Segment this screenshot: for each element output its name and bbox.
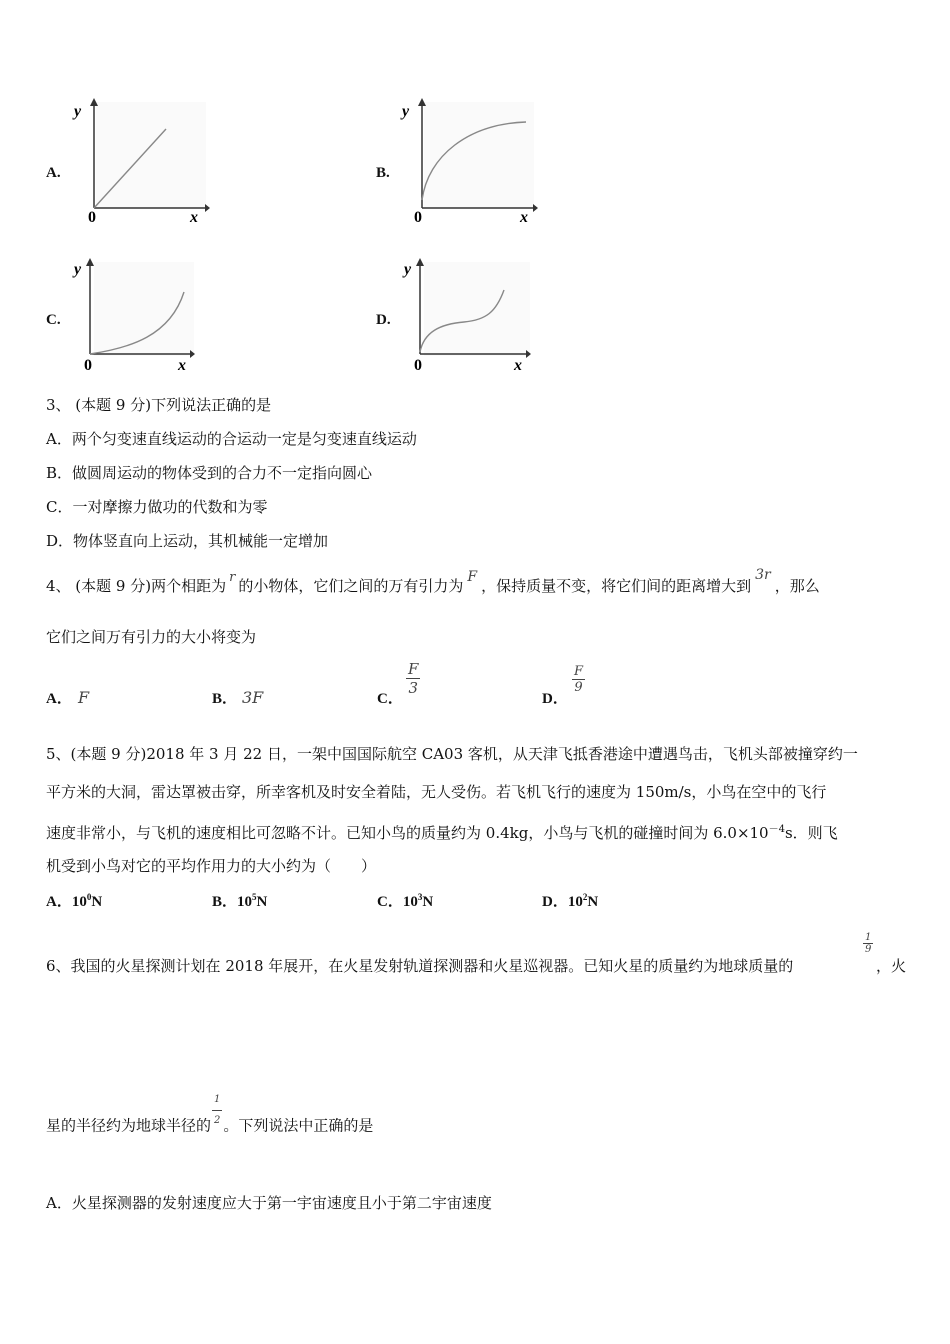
q5-line3 bbox=[46, 820, 838, 843]
graph-b-ylabel: y bbox=[402, 103, 410, 120]
q5-line3-exp: －4 bbox=[768, 824, 785, 835]
q6-line2-a: 星的半径约为地球半径的 bbox=[46, 1116, 212, 1135]
q5-option-a: A．$10^0N$ bbox=[46, 892, 103, 910]
graph-d-ylabel: y bbox=[404, 261, 412, 278]
q6-fraction-2-den: 2 bbox=[214, 1115, 221, 1126]
q4-option-a-label: A． bbox=[46, 691, 72, 707]
q4-sym-f: F bbox=[467, 569, 478, 585]
q5-line3-end: s．则飞 bbox=[784, 824, 838, 842]
graph-a-x-arrow bbox=[205, 204, 210, 212]
q4-sym-3r: 3r bbox=[755, 567, 771, 583]
q4-part3: ，保持质量不变，将它们间的距离增大到 bbox=[481, 577, 752, 595]
graph-d-y-arrow bbox=[416, 258, 424, 266]
graph-a-origin: 0 bbox=[88, 209, 96, 226]
q4-option-d-num: F bbox=[574, 664, 584, 679]
q4-option-c-fraction bbox=[406, 660, 420, 697]
q4-option-b-label: B． bbox=[212, 691, 238, 707]
q6-line1: 6、我国的火星探测计划在 2018 年展开，在火星发射轨道探测器和火星巡视器。已知火星的质量约为地球质量的 bbox=[46, 957, 794, 975]
q4-option-c-num: F bbox=[408, 660, 419, 678]
q6-fraction-2-num: 1 bbox=[212, 1090, 222, 1111]
graph-c-ylabel: y bbox=[74, 261, 82, 278]
q4-option-d-fraction bbox=[572, 664, 585, 695]
graph-b bbox=[398, 96, 538, 228]
q5-line4: 机受到小鸟对它的平均作用力的大小约为（ ） bbox=[46, 857, 377, 875]
graph-c bbox=[70, 256, 200, 376]
q6-line1-end: ，火 bbox=[876, 957, 907, 975]
q5-line2: 平方米的大洞，雷达罩被击穿，所幸客机及时安全着陆，无人受伤。若飞机飞行的速度为 150m/s，小鸟在空中的飞行 bbox=[46, 783, 827, 801]
q4-option-d-label: D． bbox=[542, 691, 568, 707]
q4-sym-r: r bbox=[229, 570, 236, 585]
q5-option-c: C．$10^3N$ bbox=[377, 892, 434, 910]
q4-stem bbox=[46, 567, 820, 598]
q6-fraction-1-num: 1 bbox=[865, 932, 872, 943]
graph-d-bg bbox=[424, 262, 530, 356]
graph-b-label: B. bbox=[376, 165, 390, 181]
graph-a-ylabel: y bbox=[74, 103, 82, 120]
q4-option-d-den: 9 bbox=[574, 680, 583, 695]
q5-option-d: D．$10^2N$ bbox=[542, 892, 599, 910]
q3-option-d: D．物体竖直向上运动，其机械能一定增加 bbox=[46, 532, 329, 550]
q5-line3-text: 速度非常小，与飞机的速度相比可忽略不计。已知小鸟的质量约为 0.4kg，小鸟与飞机的碰撞时间为 6.0×10 bbox=[46, 824, 769, 842]
q4-part2: 的小物体，它们之间的万有引力为 bbox=[238, 577, 464, 595]
q4-part4: ，那么 bbox=[774, 577, 820, 595]
q6-line2 bbox=[46, 1094, 374, 1147]
graph-d-xlabel: x bbox=[514, 357, 522, 374]
q5-option-b: B．$10^5N$ bbox=[212, 892, 268, 910]
graph-c-y-arrow bbox=[86, 258, 94, 266]
graph-b-x-arrow bbox=[533, 204, 538, 212]
q5-line1: 5、(本题 9 分)2018 年 3 月 22 日，一架中国国际航空 CA03 客机，从天津飞抵香港途中遭遇鸟击，飞机头部被撞穿约一 bbox=[46, 745, 858, 763]
q6-option-a: A．火星探测器的发射速度应大于第一宇宙速度且小于第二宇宙速度 bbox=[46, 1194, 492, 1212]
graph-a bbox=[70, 96, 210, 228]
graph-b-bg bbox=[424, 102, 534, 208]
q6-line2-b: 。下列说法中正确的是 bbox=[223, 1116, 374, 1135]
q4-option-b-value: 3F bbox=[242, 688, 264, 707]
graph-d bbox=[400, 256, 536, 376]
graph-a-bg bbox=[96, 102, 206, 208]
graph-b-xlabel: x bbox=[520, 209, 528, 226]
q3-option-c: C．一对摩擦力做功的代数和为零 bbox=[46, 498, 268, 516]
graph-a-label: A. bbox=[46, 165, 61, 181]
graph-c-bg bbox=[94, 262, 194, 356]
graph-d-origin: 0 bbox=[414, 357, 422, 374]
q4-option-c-label: C． bbox=[377, 691, 403, 707]
q4-line2: 它们之间万有引力的大小将变为 bbox=[46, 628, 257, 646]
q6-fraction-1 bbox=[863, 932, 873, 955]
q4-part1: 4、 (本题 9 分)两个相距为 bbox=[46, 577, 227, 595]
graph-c-origin: 0 bbox=[84, 357, 92, 374]
q3-option-a: A．两个匀变速直线运动的合运动一定是匀变速直线运动 bbox=[46, 430, 417, 448]
graph-c-xlabel: x bbox=[178, 357, 186, 374]
q4-option-c-den: 3 bbox=[408, 679, 418, 697]
graph-c-label: C. bbox=[46, 312, 61, 328]
q3-stem: 3、 (本题 9 分)下列说法正确的是 bbox=[46, 396, 272, 414]
q4-option-a-value: F bbox=[78, 688, 90, 707]
graph-a-xlabel: x bbox=[190, 209, 198, 226]
q3-option-b: B．做圆周运动的物体受到的合力不一定指向圆心 bbox=[46, 464, 373, 482]
q6-fraction-2 bbox=[212, 1090, 222, 1131]
graph-d-label: D. bbox=[376, 312, 391, 328]
q6-fraction-1-den: 9 bbox=[865, 944, 872, 955]
graph-b-origin: 0 bbox=[414, 209, 422, 226]
